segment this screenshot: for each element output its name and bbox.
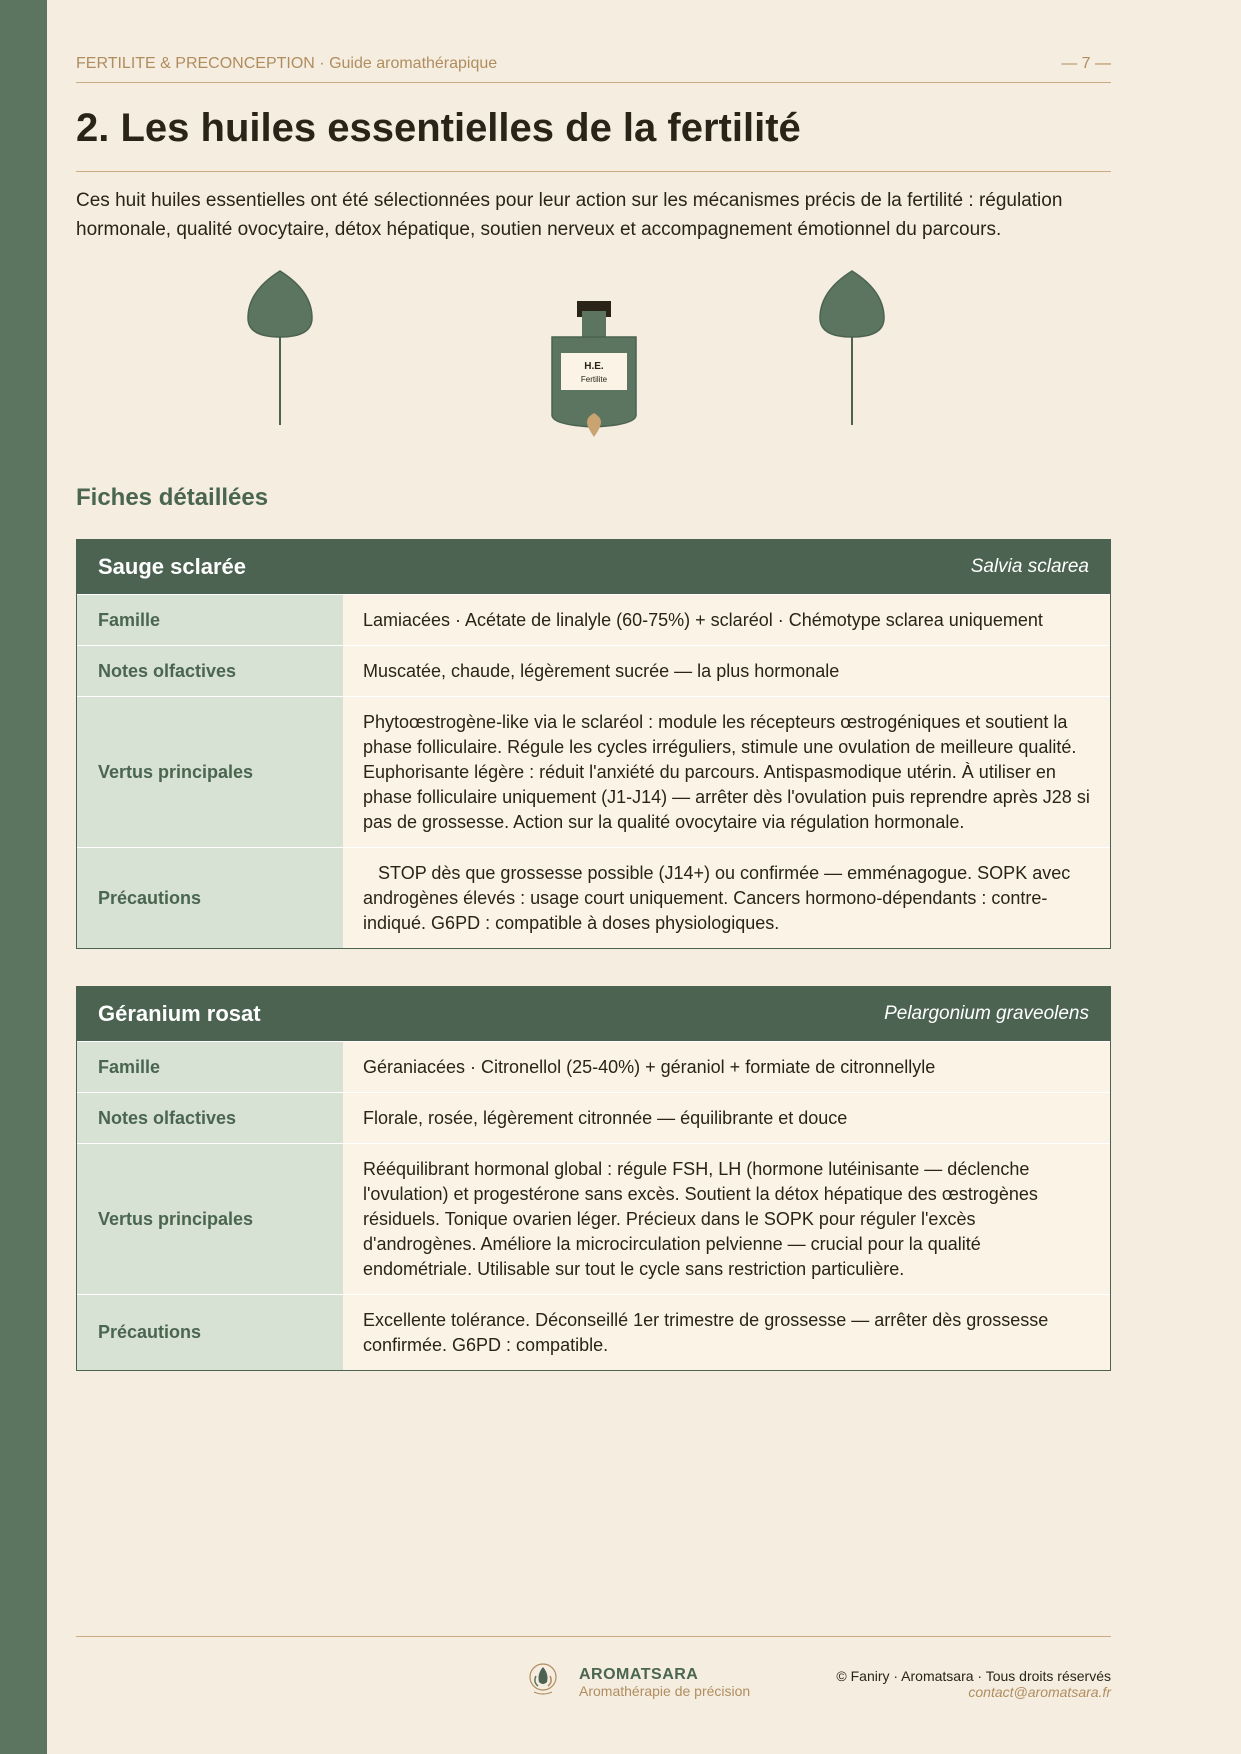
section-heading: Fiches détaillées: [76, 484, 269, 511]
row-precautions: [77, 1294, 1110, 1370]
bottle-icon: [552, 301, 636, 437]
row-value: Phytoœstrogène-like via le sclaréol : module les récepteurs œstrogéniques et soutient la phase folliculaire. Régule les cycles irréguliers, stimule une ovulation de meilleure qualité. Euphorisante légère : réduit l'anxiété du parcours. Antispasmodique utérin. À utiliser en phase folliculaire uniquement (J1-J14) — arrêter dès l'ovulation puis reprendre après J28 si pas de grossesse. Action sur la qualité ovocytaire via régulation hormonale.: [363, 712, 1095, 832]
running-header: [76, 55, 1111, 83]
oil-card-sauge-sclaree: [76, 539, 1111, 949]
left-color-band: [0, 0, 47, 1754]
row-precautions: [77, 847, 1110, 948]
footer-brand: [579, 1666, 750, 1699]
row-vertus: [77, 696, 1110, 847]
oil-name: Sauge sclarée: [98, 554, 246, 579]
row-famille: [77, 1041, 1110, 1092]
row-value: STOP dès que grossesse possible (J14+) ou confirmée — emménagogue. SOPK avec androgènes élevés : usage court uniquement. Cancers hormono-dépendants : contre-indiqué. G6PD : compatible à doses physiologiques.: [363, 863, 1076, 933]
intro-paragraph: Ces huit huiles essentielles ont été sélectionnées pour leur action sur les mécanismes précis de la fertilité : régulation hormonale, qualité ovocytaire, détox hépatique, soutien nerveux et accompagnement émotionnel du parcours.: [76, 190, 1063, 240]
row-label: Notes olfactives: [77, 1093, 343, 1143]
footer-divider: [76, 1636, 1111, 1637]
contact-email-link[interactable]: contact@aromatsara.fr: [968, 1684, 1111, 1700]
copyright-text: © Faniry · Aromatsara · Tous droits réservés: [836, 1668, 1111, 1684]
oil-latin-name: Salvia sclarea: [970, 556, 1089, 577]
row-famille: [77, 594, 1110, 645]
row-value: Florale, rosée, légèrement citronnée — équilibrante et douce: [363, 1108, 848, 1128]
row-value: Géraniacées · Citronellol (25-40%) + géraniol + formiate de citronnellyle: [363, 1057, 936, 1077]
row-value: Muscatée, chaude, légèrement sucrée — la plus hormonale: [363, 661, 840, 681]
page-title: 2. Les huiles essentielles de la fertilité: [76, 106, 1111, 172]
row-value: Rééquilibrant hormonal global : régule FSH, LH (hormone lutéinisante — déclenche l'ovulation) et progestérone sans excès. Soutient la détox hépatique des œstrogènes résiduels. Tonique ovarien léger. Précieux dans le SOPK pour réguler l'excès d'androgènes. Améliore la microcirculation pelvienne — crucial pour la qualité endométriale. Utilisable sur tout le cycle sans restriction particulière.: [363, 1159, 1043, 1279]
row-value: Excellente tolérance. Déconseillé 1er trimestre de grossesse — arrêter dès grossesse confirmée. G6PD : compatible.: [363, 1310, 1054, 1355]
leaf-icon-left: [248, 271, 312, 425]
leaf-icon-right: [820, 271, 884, 425]
card-header: [77, 540, 1110, 594]
footer-legal: [836, 1668, 1111, 1700]
oil-latin-name: Pelargonium graveolens: [884, 1003, 1089, 1024]
oil-name: Géranium rosat: [98, 1001, 261, 1026]
row-label: Vertus principales: [77, 697, 343, 847]
aromatsara-logo-icon: [528, 1662, 558, 1696]
row-value: Lamiacées · Acétate de linalyle (60-75%) + sclaréol · Chémotype sclarea uniquement: [363, 610, 1043, 630]
row-notes: [77, 645, 1110, 696]
row-label: Famille: [77, 1042, 343, 1092]
row-label: Famille: [77, 595, 343, 645]
page-number: — 7 —: [1061, 55, 1111, 72]
running-title: FERTILITE & PRECONCEPTION · Guide aromathérapique: [76, 55, 498, 72]
oil-illustration: [76, 265, 1111, 445]
row-label: Vertus principales: [77, 1144, 343, 1294]
oil-card-geranium-rosat: [76, 986, 1111, 1371]
row-label: Précautions: [77, 848, 343, 948]
row-label: Précautions: [77, 1295, 343, 1370]
bottle-label-line1: H.E.: [584, 361, 604, 372]
brand-name: AROMATSARA: [579, 1666, 699, 1683]
bottle-label-line2: Fertilite: [580, 375, 608, 384]
row-notes: [77, 1092, 1110, 1143]
card-header: [77, 987, 1110, 1041]
brand-tagline: Aromathérapie de précision: [579, 1683, 751, 1699]
page: [76, 0, 1111, 1754]
row-vertus: [77, 1143, 1110, 1294]
row-label: Notes olfactives: [77, 646, 343, 696]
